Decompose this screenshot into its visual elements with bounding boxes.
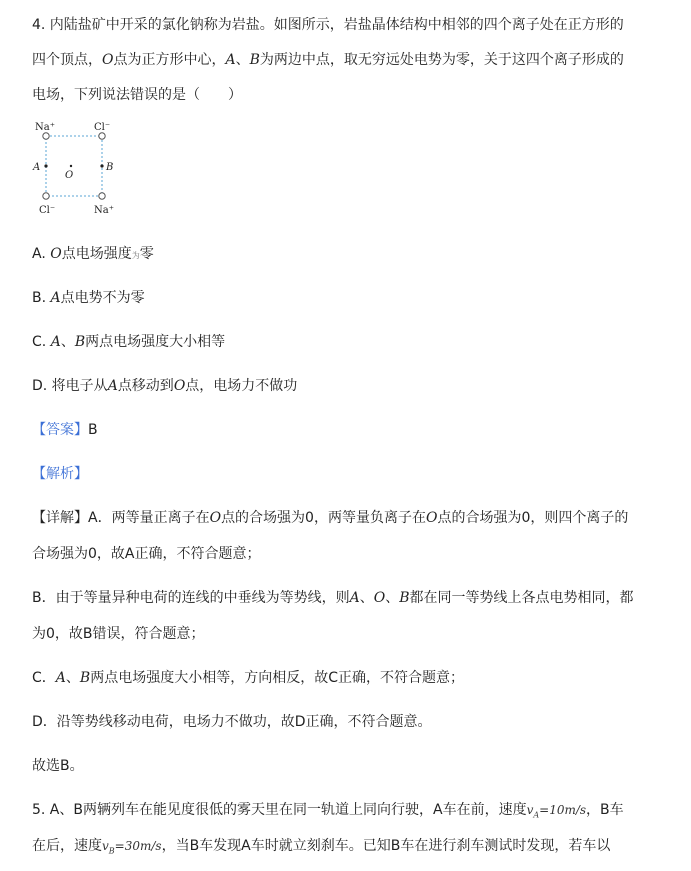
crystal-figure bbox=[30, 120, 130, 220]
analysis-line bbox=[32, 464, 88, 484]
answer-line bbox=[32, 420, 98, 440]
question-5-line-1: 5. A、B两辆列车在能见度很低的雾天里在同一轨道上同向行驶，A车在前，速度$v_A=10m/s$，B车 bbox=[32, 802, 624, 820]
ion-top-right bbox=[99, 133, 105, 139]
ion-bottom-left bbox=[43, 193, 49, 199]
option-d: D. 将电子从A点移动到O点，电场力不做功 bbox=[32, 378, 298, 394]
detail-p2-line2: 为0，故B错误，符合题意； bbox=[32, 626, 205, 642]
label-point-o: O bbox=[65, 170, 74, 181]
detail-label: 【详解】 bbox=[32, 510, 88, 526]
analysis-label: 【解析】 bbox=[32, 466, 88, 482]
point-a-dot bbox=[44, 164, 47, 167]
question-4-line-1: 4. 内陆盐矿中开采的氯化钠称为岩盐。如图所示，岩盐晶体结构中相邻的四个离子处在正方形的 bbox=[32, 17, 624, 33]
option-b: B. A点电势不为零 bbox=[32, 290, 145, 306]
detail-p1-line1: 【详解】A．两等量正离子在O点的合场强为0，两等量负离子在O点的合场强为0，则四个离子的 bbox=[32, 510, 629, 526]
point-o-dot bbox=[70, 165, 72, 167]
answer-label: 【答案】 bbox=[32, 422, 88, 438]
detail-p2-line1: B．由于等量异种电荷的连线的中垂线为等势线，则A、O、B都在同一等势线上各点电势相同，都 bbox=[32, 590, 634, 606]
label-top-right: Cl⁻ bbox=[94, 122, 111, 133]
question-5-line-2: 在后，速度$v_B=30m/s$，当B车发现A车时就立刻刹车。已知B车在进行刹车测试时发现，若车以 bbox=[32, 838, 611, 856]
ion-bottom-right bbox=[99, 193, 105, 199]
detail-p1-line2: 合场强为0，故A正确，不符合题意； bbox=[32, 546, 261, 562]
formula-va: $v_A=10m/s$ bbox=[526, 803, 587, 820]
option-a: A. O点电场强度为零 bbox=[32, 246, 154, 262]
label-bottom-right: Na⁺ bbox=[94, 205, 114, 216]
answer-value: B bbox=[88, 422, 98, 438]
question-4-line-2: 四个顶点，O点为正方形中心，A、B为两边中点，取无穷远处电势为零，关于这四个离子形成的 bbox=[32, 52, 624, 68]
ion-top-left bbox=[43, 133, 49, 139]
formula-vb: $v_B=30m/s$ bbox=[102, 839, 162, 856]
question-4-line-3: 电场，下列说法错误的是（ ） bbox=[32, 87, 242, 103]
point-b-dot bbox=[100, 164, 103, 167]
square-outline bbox=[46, 136, 102, 196]
detail-p3: C．A、B两点电场强度大小相等，方向相反，故C正确，不符合题意； bbox=[32, 670, 464, 686]
label-point-a: A bbox=[33, 162, 41, 173]
detail-p4: D．沿等势线移动电荷，电场力不做功，故D正确，不符合题意。 bbox=[32, 714, 432, 730]
label-bottom-left: Cl⁻ bbox=[39, 205, 56, 216]
detail-conclusion: 故选B。 bbox=[32, 758, 84, 774]
option-c: C. A、B两点电场强度大小相等 bbox=[32, 334, 226, 350]
label-top-left: Na⁺ bbox=[35, 122, 55, 133]
label-point-b: B bbox=[106, 162, 114, 173]
